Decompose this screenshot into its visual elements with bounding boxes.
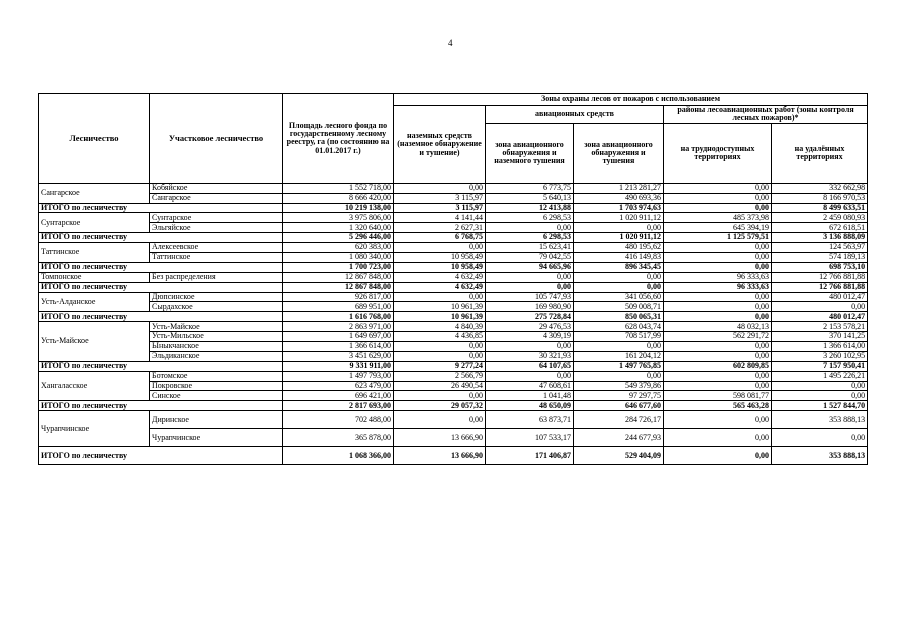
- value-avia: 341 056,60: [574, 292, 664, 302]
- value-remote: 353 888,13: [772, 411, 868, 429]
- forestry-name: Сангарское: [39, 183, 150, 203]
- value-avia-ground: 105 747,93: [486, 292, 574, 302]
- total-row: [39, 447, 868, 465]
- value-hard: 598 081,77: [664, 391, 772, 401]
- value-avia-ground: 4 309,19: [486, 332, 574, 342]
- header-district: Участковое лесничество: [150, 94, 283, 184]
- total-area: 12 867 848,00: [283, 282, 394, 292]
- value-avia-ground: 47 608,61: [486, 381, 574, 391]
- total-avia: 0,00: [574, 282, 664, 292]
- value-avia: 480 195,62: [574, 243, 664, 253]
- total-hard: 1 125 579,51: [664, 233, 772, 243]
- forestry-name: Томпонское: [39, 272, 150, 282]
- total-avia: 1 703 974,63: [574, 203, 664, 213]
- total-area: 1 616 768,00: [283, 312, 394, 322]
- value-area: 1 320 640,00: [283, 223, 394, 233]
- value-avia: 0,00: [574, 371, 664, 381]
- value-ground: 26 490,54: [394, 381, 486, 391]
- value-area: 702 488,00: [283, 411, 394, 429]
- value-ground: 0,00: [394, 183, 486, 193]
- value-remote: 0,00: [772, 429, 868, 447]
- total-avia: 1 020 911,12: [574, 233, 664, 243]
- district-name: Сунтарское: [150, 213, 283, 223]
- total-avia-ground: 48 650,09: [486, 401, 574, 411]
- value-avia: 0,00: [574, 223, 664, 233]
- value-area: 1 552 718,00: [283, 183, 394, 193]
- total-remote: 3 136 888,09: [772, 233, 868, 243]
- value-area: 1 080 340,00: [283, 253, 394, 263]
- total-area: 1 068 366,00: [283, 447, 394, 465]
- value-avia: 0,00: [574, 272, 664, 282]
- value-avia-ground: 63 873,71: [486, 411, 574, 429]
- total-ground: 10 961,39: [394, 312, 486, 322]
- value-hard: 0,00: [664, 381, 772, 391]
- value-area: 696 421,00: [283, 391, 394, 401]
- table-body: [39, 183, 868, 464]
- header-hard-to-reach: на труднодоступных территориях: [664, 123, 772, 183]
- table-row: [39, 292, 868, 302]
- total-avia-ground: 0,00: [486, 282, 574, 292]
- total-label: ИТОГО по лесничеству: [39, 262, 283, 272]
- total-label: ИТОГО по лесничеству: [39, 401, 283, 411]
- total-area: 5 296 446,00: [283, 233, 394, 243]
- district-name: Покровское: [150, 381, 283, 391]
- value-ground: 10 958,49: [394, 253, 486, 263]
- value-remote: 370 141,25: [772, 332, 868, 342]
- value-ground: 4 436,85: [394, 332, 486, 342]
- value-avia-ground: 29 476,53: [486, 322, 574, 332]
- total-label: ИТОГО по лесничеству: [39, 282, 283, 292]
- table-row: [39, 429, 868, 447]
- value-ground: 0,00: [394, 243, 486, 253]
- district-name: Алексеевское: [150, 243, 283, 253]
- value-avia: 1 020 911,12: [574, 213, 664, 223]
- table-row: [39, 193, 868, 203]
- value-avia: 549 379,86: [574, 381, 664, 391]
- total-avia: 850 065,31: [574, 312, 664, 322]
- total-ground: 6 768,75: [394, 233, 486, 243]
- value-hard: 645 394,19: [664, 223, 772, 233]
- value-area: 926 817,00: [283, 292, 394, 302]
- page-number: 4: [448, 38, 453, 48]
- value-avia: 416 149,83: [574, 253, 664, 263]
- district-name: Диринское: [150, 411, 283, 429]
- district-name: Сырдахское: [150, 302, 283, 312]
- total-area: 2 817 693,00: [283, 401, 394, 411]
- total-label: ИТОГО по лесничеству: [39, 447, 283, 465]
- value-ground: 0,00: [394, 411, 486, 429]
- value-remote: 0,00: [772, 391, 868, 401]
- district-name: Усть-Майское: [150, 322, 283, 332]
- table-row: [39, 243, 868, 253]
- total-label: ИТОГО по лесничеству: [39, 203, 283, 213]
- value-area: 3 451 629,00: [283, 351, 394, 361]
- value-area: 1 649 697,00: [283, 332, 394, 342]
- value-avia-ground: 107 533,17: [486, 429, 574, 447]
- table-row: [39, 213, 868, 223]
- header-aviation-ground: зона авиационного обнаружения и наземного тушения: [486, 123, 574, 183]
- value-ground: 4 141,44: [394, 213, 486, 223]
- header-control: районы лесоавиационных работ (зоны контроля лесных пожаров)*: [664, 106, 868, 124]
- value-remote: 0,00: [772, 302, 868, 312]
- value-avia: 244 677,93: [574, 429, 664, 447]
- value-area: 365 878,00: [283, 429, 394, 447]
- value-ground: 4 840,39: [394, 322, 486, 332]
- district-name: Ботомское: [150, 371, 283, 381]
- total-hard: 602 809,85: [664, 361, 772, 371]
- value-avia-ground: 0,00: [486, 272, 574, 282]
- value-avia-ground: 30 321,93: [486, 351, 574, 361]
- value-hard: 96 333,63: [664, 272, 772, 282]
- value-hard: 485 373,98: [664, 213, 772, 223]
- value-remote: 2 459 080,93: [772, 213, 868, 223]
- table-row: [39, 302, 868, 312]
- total-row: [39, 262, 868, 272]
- value-remote: 480 012,47: [772, 292, 868, 302]
- header-aviation-zone: зона авиационного обнаружения и тушения: [574, 123, 664, 183]
- table-row: [39, 381, 868, 391]
- value-ground: 10 961,39: [394, 302, 486, 312]
- forestry-name: Хангаласское: [39, 371, 150, 401]
- total-area: 1 700 723,00: [283, 262, 394, 272]
- value-avia-ground: 169 980,90: [486, 302, 574, 312]
- total-avia-ground: 64 107,65: [486, 361, 574, 371]
- forestry-name: Сунтарское: [39, 213, 150, 233]
- total-ground: 9 277,24: [394, 361, 486, 371]
- value-avia: 97 297,75: [574, 391, 664, 401]
- header-zones: Зоны охраны лесов от пожаров с использованием: [394, 94, 868, 106]
- total-avia-ground: 12 413,88: [486, 203, 574, 213]
- table-row: [39, 272, 868, 282]
- value-remote: 672 618,51: [772, 223, 868, 233]
- total-row: [39, 203, 868, 213]
- value-hard: 0,00: [664, 351, 772, 361]
- total-area: 10 219 138,00: [283, 203, 394, 213]
- total-remote: 8 499 633,51: [772, 203, 868, 213]
- table-row: [39, 391, 868, 401]
- total-ground: 10 958,49: [394, 262, 486, 272]
- district-name: Без распределения: [150, 272, 283, 282]
- header-ground: наземных средств (наземное обнаружение и тушение): [394, 106, 486, 184]
- forestry-name: Чурапчинское: [39, 411, 150, 447]
- total-ground: 13 666,90: [394, 447, 486, 465]
- total-ground: 29 057,32: [394, 401, 486, 411]
- district-name: Усть-Мильское: [150, 332, 283, 342]
- total-row: [39, 312, 868, 322]
- value-remote: 3 260 102,95: [772, 351, 868, 361]
- total-avia-ground: 6 298,53: [486, 233, 574, 243]
- value-area: 1 366 614,00: [283, 342, 394, 352]
- value-ground: 2 566,79: [394, 371, 486, 381]
- value-area: 689 951,00: [283, 302, 394, 312]
- table-row: [39, 351, 868, 361]
- district-name: Эльдиканское: [150, 351, 283, 361]
- total-label: ИТОГО по лесничеству: [39, 312, 283, 322]
- district-name: Чурапчинское: [150, 429, 283, 447]
- value-hard: 0,00: [664, 292, 772, 302]
- total-hard: 0,00: [664, 203, 772, 213]
- header-area: Площадь лесного фонда по государственному лесному реестру, га (по состоянию на 01.01.2017 г.): [283, 94, 394, 184]
- value-hard: 0,00: [664, 411, 772, 429]
- forestry-name: Усть-Алданское: [39, 292, 150, 312]
- total-remote: 12 766 881,88: [772, 282, 868, 292]
- value-hard: 0,00: [664, 193, 772, 203]
- value-avia: 1 213 281,27: [574, 183, 664, 193]
- value-remote: 1 366 614,00: [772, 342, 868, 352]
- value-area: 623 479,00: [283, 381, 394, 391]
- value-avia: 509 008,71: [574, 302, 664, 312]
- total-remote: 698 753,10: [772, 262, 868, 272]
- table-row: [39, 223, 868, 233]
- total-row: [39, 282, 868, 292]
- table-row: [39, 253, 868, 263]
- value-avia-ground: 15 623,41: [486, 243, 574, 253]
- total-avia: 1 497 765,85: [574, 361, 664, 371]
- value-avia: 628 043,74: [574, 322, 664, 332]
- value-ground: 2 627,31: [394, 223, 486, 233]
- district-name: Дюпсинское: [150, 292, 283, 302]
- forestry-name: Таттинское: [39, 243, 150, 263]
- value-avia-ground: 1 041,48: [486, 391, 574, 401]
- value-remote: 2 153 578,21: [772, 322, 868, 332]
- table-row: [39, 322, 868, 332]
- forestry-name: Усть-Майское: [39, 322, 150, 362]
- table-row: [39, 183, 868, 193]
- value-area: 1 497 793,00: [283, 371, 394, 381]
- value-hard: 0,00: [664, 342, 772, 352]
- district-name: Ыныкчанское: [150, 342, 283, 352]
- district-name: Таттинское: [150, 253, 283, 263]
- total-label: ИТОГО по лесничеству: [39, 361, 283, 371]
- total-remote: 1 527 844,70: [772, 401, 868, 411]
- district-name: Синское: [150, 391, 283, 401]
- total-row: [39, 361, 868, 371]
- value-ground: 0,00: [394, 342, 486, 352]
- value-remote: 0,00: [772, 381, 868, 391]
- value-remote: 12 766 881,88: [772, 272, 868, 282]
- total-row: [39, 233, 868, 243]
- total-avia: 646 677,60: [574, 401, 664, 411]
- total-remote: 7 157 950,41: [772, 361, 868, 371]
- header-aviation: авиационных средств: [486, 106, 664, 124]
- total-avia: 529 404,09: [574, 447, 664, 465]
- value-ground: 0,00: [394, 391, 486, 401]
- value-remote: 332 662,98: [772, 183, 868, 193]
- value-hard: 0,00: [664, 429, 772, 447]
- value-avia-ground: 6 298,53: [486, 213, 574, 223]
- value-remote: 124 563,97: [772, 243, 868, 253]
- header-forestry: Лесничество: [39, 94, 150, 184]
- header-remote: на удалённых территориях: [772, 123, 868, 183]
- value-avia-ground: 5 640,13: [486, 193, 574, 203]
- value-ground: 0,00: [394, 292, 486, 302]
- value-area: 12 867 848,00: [283, 272, 394, 282]
- total-hard: 565 463,28: [664, 401, 772, 411]
- district-name: Кобяйское: [150, 183, 283, 193]
- total-hard: 0,00: [664, 312, 772, 322]
- value-area: 620 383,00: [283, 243, 394, 253]
- value-avia: 490 693,36: [574, 193, 664, 203]
- total-area: 9 331 911,00: [283, 361, 394, 371]
- total-hard: 96 333,63: [664, 282, 772, 292]
- value-ground: 0,00: [394, 351, 486, 361]
- table-row: [39, 371, 868, 381]
- value-hard: 0,00: [664, 253, 772, 263]
- total-avia-ground: 275 728,84: [486, 312, 574, 322]
- value-hard: 48 032,13: [664, 322, 772, 332]
- table-row: [39, 332, 868, 342]
- value-area: 3 975 806,00: [283, 213, 394, 223]
- value-avia: 0,00: [574, 342, 664, 352]
- value-avia-ground: 6 773,75: [486, 183, 574, 193]
- value-hard: 0,00: [664, 183, 772, 193]
- value-hard: 562 291,72: [664, 332, 772, 342]
- value-hard: 0,00: [664, 371, 772, 381]
- total-label: ИТОГО по лесничеству: [39, 233, 283, 243]
- value-avia: 708 517,99: [574, 332, 664, 342]
- value-remote: 1 495 226,21: [772, 371, 868, 381]
- total-row: [39, 401, 868, 411]
- total-avia-ground: 171 406,87: [486, 447, 574, 465]
- value-avia-ground: 0,00: [486, 342, 574, 352]
- value-ground: 13 666,90: [394, 429, 486, 447]
- value-remote: 8 166 970,53: [772, 193, 868, 203]
- value-avia: 161 204,12: [574, 351, 664, 361]
- value-area: 8 666 420,00: [283, 193, 394, 203]
- district-name: Сангарское: [150, 193, 283, 203]
- total-hard: 0,00: [664, 262, 772, 272]
- value-remote: 574 189,13: [772, 253, 868, 263]
- total-remote: 353 888,13: [772, 447, 868, 465]
- value-hard: 0,00: [664, 302, 772, 312]
- value-avia-ground: 79 042,55: [486, 253, 574, 263]
- value-ground: 4 632,49: [394, 272, 486, 282]
- table-row: [39, 342, 868, 352]
- total-avia: 896 345,45: [574, 262, 664, 272]
- value-ground: 3 115,97: [394, 193, 486, 203]
- value-avia-ground: 0,00: [486, 371, 574, 381]
- district-name: Эльгяйское: [150, 223, 283, 233]
- total-ground: 4 632,49: [394, 282, 486, 292]
- total-remote: 480 012,47: [772, 312, 868, 322]
- total-avia-ground: 94 665,96: [486, 262, 574, 272]
- value-avia-ground: 0,00: [486, 223, 574, 233]
- total-hard: 0,00: [664, 447, 772, 465]
- value-area: 2 863 971,00: [283, 322, 394, 332]
- value-hard: 0,00: [664, 243, 772, 253]
- total-ground: 3 115,97: [394, 203, 486, 213]
- table-row: [39, 411, 868, 429]
- forest-fire-zones-table: [38, 93, 868, 465]
- value-avia: 284 726,17: [574, 411, 664, 429]
